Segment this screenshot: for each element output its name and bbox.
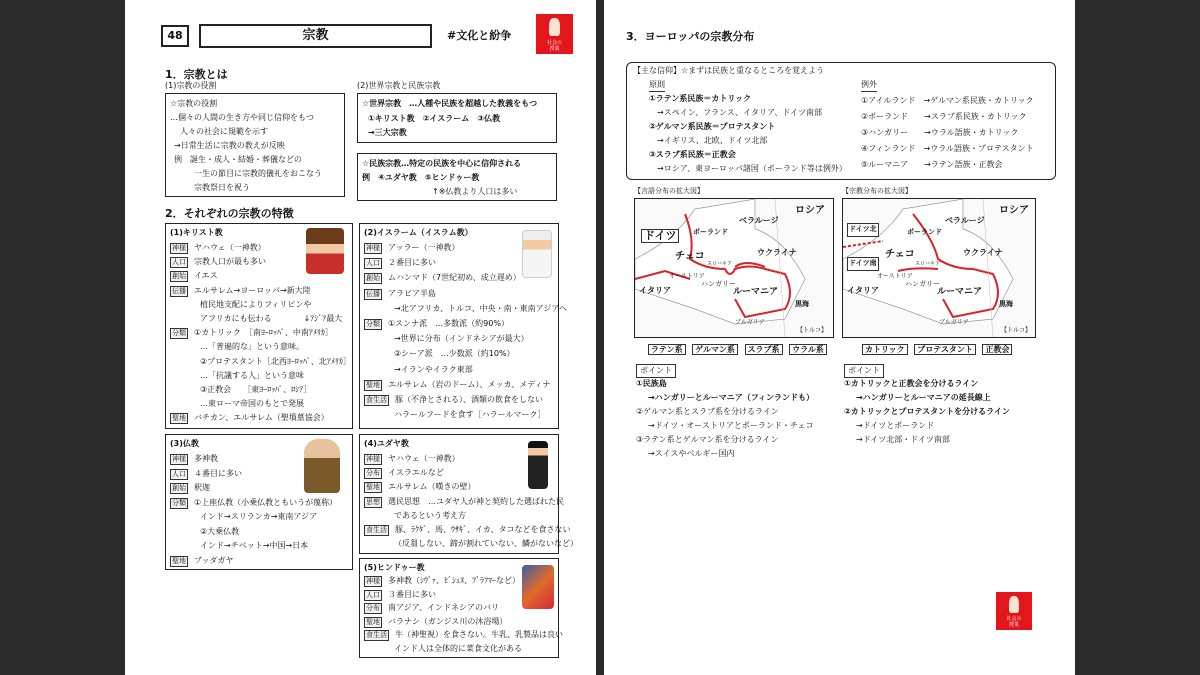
ethnic-line: ☆民族宗教…特定の民族を中心に信仰される — [362, 159, 522, 168]
feature-row — [364, 288, 436, 300]
feature-text: 選民思想 …ユダヤ人が神と契約した選ばれた民 — [388, 496, 564, 506]
feature-row — [170, 242, 266, 254]
map1-point: ③ラテン系とゲルマン系を分けるライン — [636, 435, 779, 444]
muslim-illustration — [522, 230, 552, 278]
feature-tag: 神様 — [366, 244, 380, 252]
feature-row — [170, 313, 342, 324]
feature-row — [364, 453, 460, 465]
feature-row — [170, 356, 351, 367]
feature-row — [170, 555, 233, 567]
feature-tag: 創始 — [172, 272, 186, 281]
christianity-title: (1)キリスト教 — [170, 228, 223, 237]
principle-line: ③スラブ系民族＝正教会 — [649, 150, 736, 159]
feature-text: ①スンナ派 …多数派（約90%） — [388, 319, 509, 328]
role-line: 例 誕生・成人・結婚・葬儀などの — [174, 155, 302, 164]
feature-row — [364, 643, 522, 654]
map2-label-russia: ロシア — [999, 205, 1029, 216]
feature-text: ブッダガヤ — [194, 555, 234, 565]
map1-point: →スイスやベルギー国内 — [648, 449, 735, 458]
map2-label-italy: イタリア — [847, 286, 879, 295]
feature-row — [170, 540, 308, 551]
ethnic-line: 例 ④ユダヤ教 ⑤ヒンドゥー教 — [362, 173, 480, 182]
feature-row — [170, 526, 239, 537]
feature-row — [170, 341, 304, 352]
map1-label-italy: イタリア — [639, 286, 671, 295]
ethnic-religion-box — [357, 153, 557, 201]
feature-tag: 創始 — [366, 274, 380, 283]
feature-row — [170, 398, 304, 409]
exception-line: ①アイルランド →ゲルマン系民族・カトリック — [861, 96, 1034, 105]
map2-label-slovakia: スロバキア — [915, 261, 941, 267]
map2-label-romania: ルーマニア — [937, 287, 983, 297]
principle-line: →スペイン、フランス、イタリア、ドイツ南部 — [657, 108, 823, 117]
map2-caption: 【宗教分布の拡大図】 — [842, 187, 912, 195]
role-line: →日常生活に宗教の教えが反映 — [174, 141, 285, 150]
feature-text: バラナシ（ガンジス川の沐浴場） — [388, 616, 508, 626]
feature-row — [170, 270, 218, 282]
feature-tag: 人口 — [172, 469, 186, 478]
hinduism-box — [359, 558, 563, 658]
map1-legend — [648, 344, 831, 356]
map2-label-turkey: 【トルコ】 — [1001, 327, 1032, 334]
map1-label-russia: ロシア — [795, 205, 825, 216]
role-line: ☆宗教の役割 — [170, 99, 218, 108]
feature-tag: 食生活 — [366, 396, 387, 404]
principle-line: ①ラテン系民族＝カトリック — [649, 94, 752, 103]
feature-row — [170, 497, 337, 509]
jesus-illustration — [306, 228, 344, 274]
feature-text: ２番目に多い — [388, 258, 436, 268]
map1-point: ①民族島 — [636, 379, 667, 388]
judaism-title: (4)ユダヤ教 — [364, 439, 409, 448]
feature-tag: 分類 — [172, 498, 186, 507]
ethnic-line: ↑※仏教より人口は多い — [432, 187, 518, 196]
feature-text: 多神教 — [194, 454, 218, 463]
feature-text: （反芻しない、蹄が割れていない、鱗がないなど） — [394, 539, 578, 549]
feature-tag: 神様 — [172, 244, 186, 252]
world-religion-box — [357, 93, 557, 143]
feature-text: アラビア半島 — [388, 288, 436, 298]
feature-row — [364, 348, 515, 359]
feature-text: エルサレム（岩のドーム）、メッカ、メディナ — [388, 379, 551, 389]
feature-text: …「抗議する人」という意味 — [200, 370, 304, 380]
brand-logo-footer: 社会の 授業 — [996, 592, 1032, 630]
christianity-box — [165, 223, 353, 429]
map1-label-blacksea: 黒海 — [795, 300, 809, 308]
feature-text: →世界に分布（インドネシアが最大） — [394, 334, 529, 344]
feature-row — [364, 379, 551, 391]
map1-point: →ドイツ・オーストリアとポーランド・チェコ — [648, 421, 814, 430]
feature-text: 植民地支配によりフィリピンや — [200, 299, 312, 309]
feature-row — [170, 482, 210, 494]
feature-row — [170, 256, 266, 268]
world-line: →三大宗教 — [368, 128, 407, 137]
belief-box — [626, 62, 1056, 180]
principle-line: ②ゲルマン系民族＝プロテスタント — [649, 122, 776, 131]
map1-label-germany: ドイツ — [641, 229, 679, 243]
feature-tag: 聖地 — [172, 556, 186, 565]
map2-label-ukraine: ウクライナ — [963, 248, 1003, 257]
feature-text: インド→チベット→中国→日本 — [200, 541, 309, 550]
map1-label-ukraine: ウクライナ — [757, 248, 797, 257]
feature-tag: 分布 — [366, 469, 380, 478]
legend-catholic: カトリック — [862, 344, 908, 355]
feature-tag: 分布 — [366, 604, 380, 613]
feature-row — [364, 524, 570, 536]
map2-label-germany-north: ドイツ北 — [847, 223, 879, 237]
feature-tag: 神様 — [172, 455, 186, 463]
page-title: 宗教 — [302, 28, 329, 43]
feature-text: ３番目に多い — [388, 589, 436, 599]
legend-germanic: ゲルマン系 — [692, 344, 738, 355]
feature-tag: 食生活 — [366, 631, 387, 640]
feature-row — [364, 575, 520, 587]
map2-label-bulgaria: ブルガリア — [939, 319, 969, 326]
feature-tag: 創始 — [172, 484, 186, 492]
buddhism-title: (3)仏教 — [170, 439, 199, 448]
right-heading: 3．ヨーロッパの宗教分布 — [626, 30, 755, 43]
role-line: 一生の節目に宗教的儀礼をおこなう — [194, 169, 322, 178]
feature-row — [364, 589, 436, 601]
feature-text: 多神教（ｼｳﾞｧ、ﾋﾞｼｭﾇ、ﾌﾞﾗﾌﾏｰなど） — [388, 576, 520, 585]
feature-tag: 分類 — [172, 329, 186, 338]
feature-row — [364, 318, 509, 330]
buddhism-box — [165, 434, 353, 570]
section2-heading: 2．それぞれの宗教の特徴 — [165, 207, 294, 220]
feature-row — [170, 370, 304, 381]
feature-text: アッラー（一神教） — [388, 243, 460, 252]
map1-label-czech: チェコ — [675, 251, 705, 262]
map2-label-belarus: ベラルージ — [945, 216, 985, 225]
legend-latin: ラテン系 — [648, 344, 686, 355]
feature-tag: 聖地 — [366, 380, 380, 389]
brand-logo: 社会の 授業 — [536, 14, 573, 54]
feature-text: 南アジア、インドネシアのバリ — [388, 603, 499, 613]
map2-label-poland: ポーランド — [907, 228, 942, 236]
feature-text: であるという考え方 — [394, 510, 466, 520]
feature-tag: 人口 — [172, 258, 186, 267]
sec1-sub2: (2)世界宗教と民族宗教 — [357, 81, 441, 90]
map1-label-poland: ポーランド — [693, 228, 728, 236]
feature-row — [170, 327, 333, 339]
feature-text: イスラエルなど — [388, 468, 444, 478]
feature-tag: 思想 — [366, 497, 380, 506]
map1-label-bulgaria: ブルガリア — [735, 319, 765, 326]
feature-text: ハラールフードを食す［ハラールマーク］ — [394, 410, 546, 420]
map1-caption: 【言語分布の拡大図】 — [634, 187, 704, 195]
feature-text: ②大乗仏教 — [200, 526, 240, 536]
legend-orthodox: 正教会 — [982, 344, 1012, 355]
feature-text: エルサレム（嘆きの壁） — [388, 482, 476, 492]
hindu-gods-illustration — [522, 565, 554, 609]
feature-row — [364, 496, 564, 508]
feature-row — [364, 394, 543, 406]
legend-uralic: ウラル系 — [789, 344, 827, 355]
feature-row — [364, 364, 473, 375]
feature-tag: 分類 — [366, 320, 380, 328]
feature-tag: 人口 — [366, 259, 380, 268]
exception-line: ④フィンランド →ウラル語族・プロテスタント — [861, 144, 1034, 153]
feature-row — [170, 412, 329, 424]
page-number-box — [161, 25, 189, 47]
feature-row — [364, 616, 507, 628]
feature-text: 釈迦 — [194, 483, 210, 492]
religion-map — [842, 198, 1036, 338]
legend-protestant: プロテスタント — [914, 344, 976, 355]
principle-line: →ロシア、東ヨーロッパ諸国（ポーランド等は例外） — [657, 164, 847, 173]
map2-legend — [862, 344, 1016, 356]
map2-point: ①カトリックと正教会を分けるライン — [844, 379, 979, 388]
feature-row — [170, 453, 218, 465]
map2-label-blacksea: 黒海 — [999, 300, 1013, 308]
map2-point-label: ポイント — [844, 364, 884, 378]
exception-line: ②ポーランド →スラブ系民族・カトリック — [861, 112, 1027, 121]
feature-row — [170, 468, 242, 480]
feature-row — [364, 333, 529, 344]
map1-label-turkey: 【トルコ】 — [797, 327, 828, 334]
feature-text: ①カトリック ［南ﾖｰﾛｯﾊﾟ、中南ｱﾒﾘｶ］ — [194, 328, 333, 338]
feature-text: ４番目に多い — [194, 468, 242, 478]
feature-text: バチカン、エルサレム（聖墳墓協会） — [194, 413, 329, 423]
principle-label: 原則 — [649, 79, 665, 92]
map1-point: →ハンガリーとルーマニア（フィンランドも） — [648, 393, 815, 402]
exception-label: 例外 — [861, 79, 877, 92]
feature-tag: 神様 — [366, 577, 380, 585]
map1-point-label: ポイント — [636, 364, 676, 378]
feature-tag: 食生活 — [366, 526, 387, 534]
feature-tag: 聖地 — [366, 483, 380, 492]
map2-point: →ドイツ北部・ドイツ南部 — [856, 435, 950, 444]
role-line: 人々の社会に規範を示す — [180, 127, 268, 136]
feature-row — [170, 299, 311, 310]
feature-text: インド人は全体的に菜食文化がある — [394, 644, 522, 653]
role-line: 宗教祭日を祝う — [194, 183, 250, 192]
feature-text: →イランやイラク東部 — [394, 364, 473, 374]
exception-line: ⑤ルーマニア →ラテン語族・正教会 — [861, 160, 1003, 169]
map2-point: →ハンガリーとルーマニアの延長線上 — [856, 393, 991, 402]
feature-text: ②シーア派 …少数派（約10%） — [394, 349, 515, 359]
feature-text: アフリカにも伝わる ↓ｱｼﾞｱ最大 — [200, 314, 343, 323]
role-box — [165, 93, 345, 197]
feature-text: ②プロテスタント［北西ﾖｰﾛｯﾊﾟ、北ｱﾒﾘｶ］ — [200, 356, 351, 366]
feature-text: イエス — [194, 271, 218, 281]
feature-row — [364, 629, 563, 641]
feature-row — [364, 538, 578, 549]
map1-label-hungary: ハンガリー — [701, 280, 736, 288]
sec1-sub1: (1)宗教の役割 — [165, 81, 217, 90]
map1-point: ②ゲルマン系とスラブ系を分けるライン — [636, 407, 779, 416]
monk-illustration — [304, 439, 340, 493]
world-line: ☆世界宗教 …人種や民族を超越した教義をもつ — [362, 99, 538, 108]
world-line: ①キリスト教 ②イスラーム ③仏教 — [368, 114, 501, 123]
feature-tag: 伝播 — [366, 289, 380, 298]
map1-label-austria: オーストリア — [669, 273, 705, 280]
feature-text: ヤハウェ（一神教） — [388, 454, 460, 463]
hinduism-title: (5)ヒンドゥー教 — [364, 563, 425, 572]
islam-box — [359, 223, 568, 429]
feature-text: …「普遍的な」という意味。 — [200, 342, 304, 352]
map2-point: ②カトリックとプロテスタントを分けるライン — [844, 407, 1010, 416]
principle-line: →イギリス、北欧、ドイツ北部 — [657, 136, 768, 145]
feature-row — [170, 384, 311, 395]
feature-text: …東ローマ帝国のもとで発展 — [200, 399, 304, 409]
map2-label-austria: オーストリア — [877, 273, 913, 280]
feature-row — [364, 409, 545, 420]
judaism-box — [359, 434, 578, 554]
feature-tag: 神様 — [366, 455, 380, 463]
feature-text: 豚、ﾗｸﾀﾞ、馬、ｳｻｷﾞ、イカ、タコなどを食さない — [395, 525, 571, 534]
belief-title: 【主な信仰】☆まずは民族と重なるところを覚えよう — [633, 66, 825, 75]
feature-tag: 伝播 — [172, 286, 186, 295]
hashtag: #文化と紛争 — [447, 29, 512, 42]
feature-text: 豚（不浄とされる）、酒類の飲食をしない — [395, 395, 543, 404]
role-line: …個々の人間の生き方や同じ信仰をもつ — [170, 113, 314, 122]
feature-text: ①上座仏教（小乗仏教ともいうが蔑称） — [194, 497, 338, 507]
feature-tag: 人口 — [366, 590, 380, 599]
feature-row — [364, 272, 521, 284]
feature-row — [170, 511, 317, 522]
feature-row — [364, 303, 567, 314]
feature-text: →北アフリカ、トルコ、中央・南・東南アジアへ — [394, 303, 568, 313]
feature-row — [170, 285, 311, 297]
feature-tag: 聖地 — [366, 617, 380, 626]
feature-text: インド→スリランカ→東南アジア — [200, 512, 318, 521]
title-box — [199, 24, 432, 48]
map2-label-hungary: ハンガリー — [905, 280, 940, 288]
feature-text: エルサレム→ヨーロッパ→新大陸 — [194, 285, 311, 295]
map2-label-czech: チェコ — [885, 249, 915, 260]
map1-label-belarus: ベラルージ — [739, 216, 779, 225]
map2-label-germany-south: ドイツ南 — [847, 257, 879, 271]
feature-row — [364, 242, 459, 254]
feature-row — [364, 510, 466, 521]
right-page — [604, 0, 1075, 675]
feature-row — [364, 257, 436, 269]
language-map-svg — [635, 199, 833, 337]
islam-title: (2)イスラーム（イスラム教） — [364, 228, 473, 237]
feature-text: 宗教人口が最も多い — [194, 257, 266, 267]
feature-text: 牛（神聖視）を食さない。牛乳、乳製品は良い — [395, 630, 563, 640]
feature-tag: 聖地 — [172, 414, 186, 423]
map1-label-slovakia: スロバキア — [707, 261, 733, 267]
section1-heading: 1．宗教とは — [165, 68, 228, 81]
language-map — [634, 198, 834, 338]
feature-row — [364, 467, 444, 479]
feature-text: ③正教会 ［東ﾖｰﾛｯﾊﾟ、ﾛｼｱ］ — [200, 385, 312, 394]
map1-label-romania: ルーマニア — [733, 287, 779, 297]
feature-row — [364, 602, 499, 614]
jewish-man-illustration — [528, 441, 548, 489]
map2-point: →ドイツとポーランド — [856, 421, 935, 430]
feature-text: ムハンマド（7世紀初め、成立遅め） — [388, 273, 521, 283]
left-page — [125, 0, 596, 675]
exception-line: ③ハンガリー →ウラル語族・カトリック — [861, 128, 1019, 137]
legend-slavic: スラブ系 — [745, 344, 783, 355]
feature-row — [364, 481, 476, 493]
page-number: 48 — [167, 29, 183, 42]
feature-text: ヤハウェ（一神教） — [194, 243, 266, 252]
